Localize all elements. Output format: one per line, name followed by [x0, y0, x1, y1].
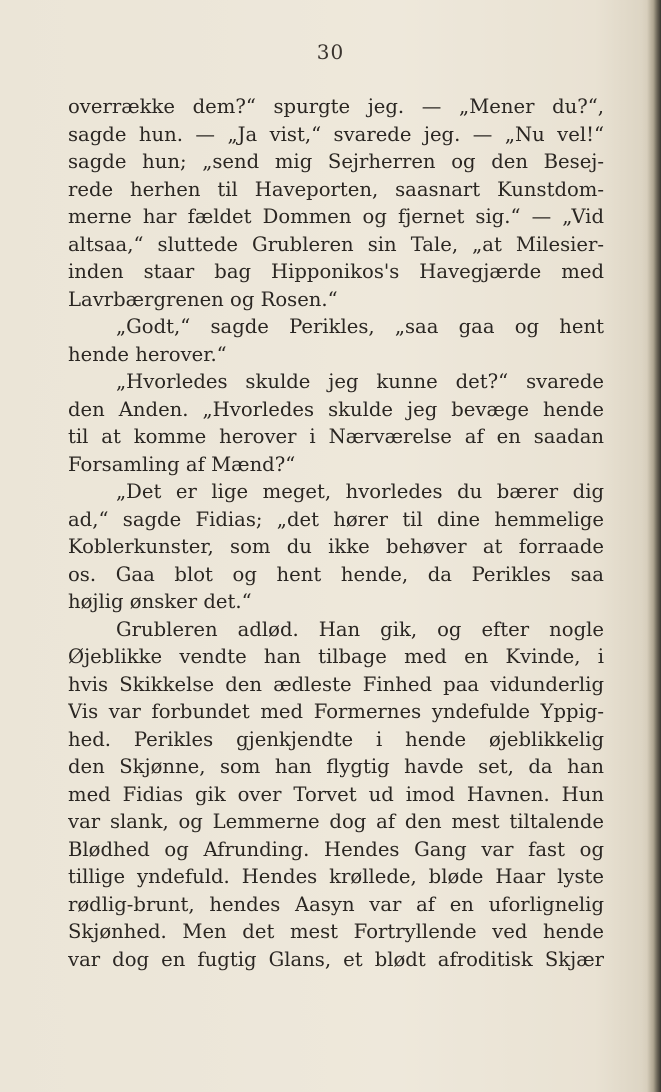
text-line: „Hvorledes skulde jeg kunne det?“ svarede	[116, 370, 604, 393]
text-line: „Det er lige meget, hvorledes du bærer dig	[116, 480, 604, 503]
text-line: den Skjønne, som han flygtig havde set, da han	[68, 755, 604, 778]
text-line: Skjønhed. Men det mest Fortryllende ved hende	[68, 920, 604, 943]
text-line: os. Gaa blot og hent hende, da Perikles saa	[68, 562, 604, 586]
text-line: Vis var forbundet med Formernes yndefulde Yppig-	[68, 700, 604, 723]
text-line: sagde hun. — „Ja vist,“ svarede jeg. — „Nu vel!“	[68, 122, 604, 146]
text-line: „Godt,“ sagde Perikles, „saa gaa og hent	[116, 315, 604, 338]
text-line: hvis Skikkelse den ædleste Finhed paa vidunderlig	[68, 672, 604, 696]
text-line: Øjeblikke vendte han tilbage med en Kvinde, i	[68, 645, 604, 668]
text-line: Koblerkunster, som du ikke behøver at forraade	[68, 535, 604, 558]
page-number: 30	[316, 40, 345, 64]
page-edge-shadow	[647, 0, 661, 1092]
text-line: med Fidias gik over Torvet ud imod Havnen. Hun	[68, 782, 604, 806]
text-line: rødlig-brunt, hendes Aasyn var af en uforlignelig	[68, 892, 604, 916]
text-line: var slank, og Lemmerne dog af den mest tiltalende	[68, 810, 604, 833]
text-line: ad,“ sagde Fidias; „det hører til dine hemmelige	[68, 507, 604, 531]
text-body	[68, 93, 604, 973]
text-line: hed. Perikles gjenkjendte i hende øjeblikkelig	[68, 727, 604, 751]
text-line: merne har fældet Dommen og fjernet sig.“ — „Vid	[68, 205, 604, 228]
text-line: hende herover.“	[68, 342, 227, 366]
text-line: overrække dem?“ spurgte jeg. — „Mener du?“,	[68, 95, 604, 118]
text-line: Lavrbærgrenen og Rosen.“	[68, 287, 338, 311]
text-line: til at komme herover i Nærværelse af en saadan	[68, 425, 604, 448]
text-line: var dog en fugtig Glans, et blødt afroditisk Skjær	[68, 947, 604, 971]
text-line: højlig ønsker det.“	[68, 590, 252, 613]
text-line: Grubleren adlød. Han gik, og efter nogle	[116, 617, 604, 641]
text-line: den Anden. „Hvorledes skulde jeg bevæge hende	[68, 397, 604, 421]
text-line: Blødhed og Afrunding. Hendes Gang var fast og	[68, 837, 604, 861]
text-line: Forsamling af Mænd?“	[68, 452, 296, 476]
text-line: rede herhen til Haveporten, saasnart Kunstdom-	[68, 177, 604, 201]
text-line: tillige yndefuld. Hendes krøllede, bløde Haar lyste	[68, 865, 604, 888]
text-line: inden staar bag Hipponikos's Havegjærde med	[68, 260, 604, 283]
text-line: altsaa,“ sluttede Grubleren sin Tale, „at Milesier-	[68, 232, 604, 256]
text-line: sagde hun; „send mig Sejrherren og den Besej-	[68, 150, 604, 173]
